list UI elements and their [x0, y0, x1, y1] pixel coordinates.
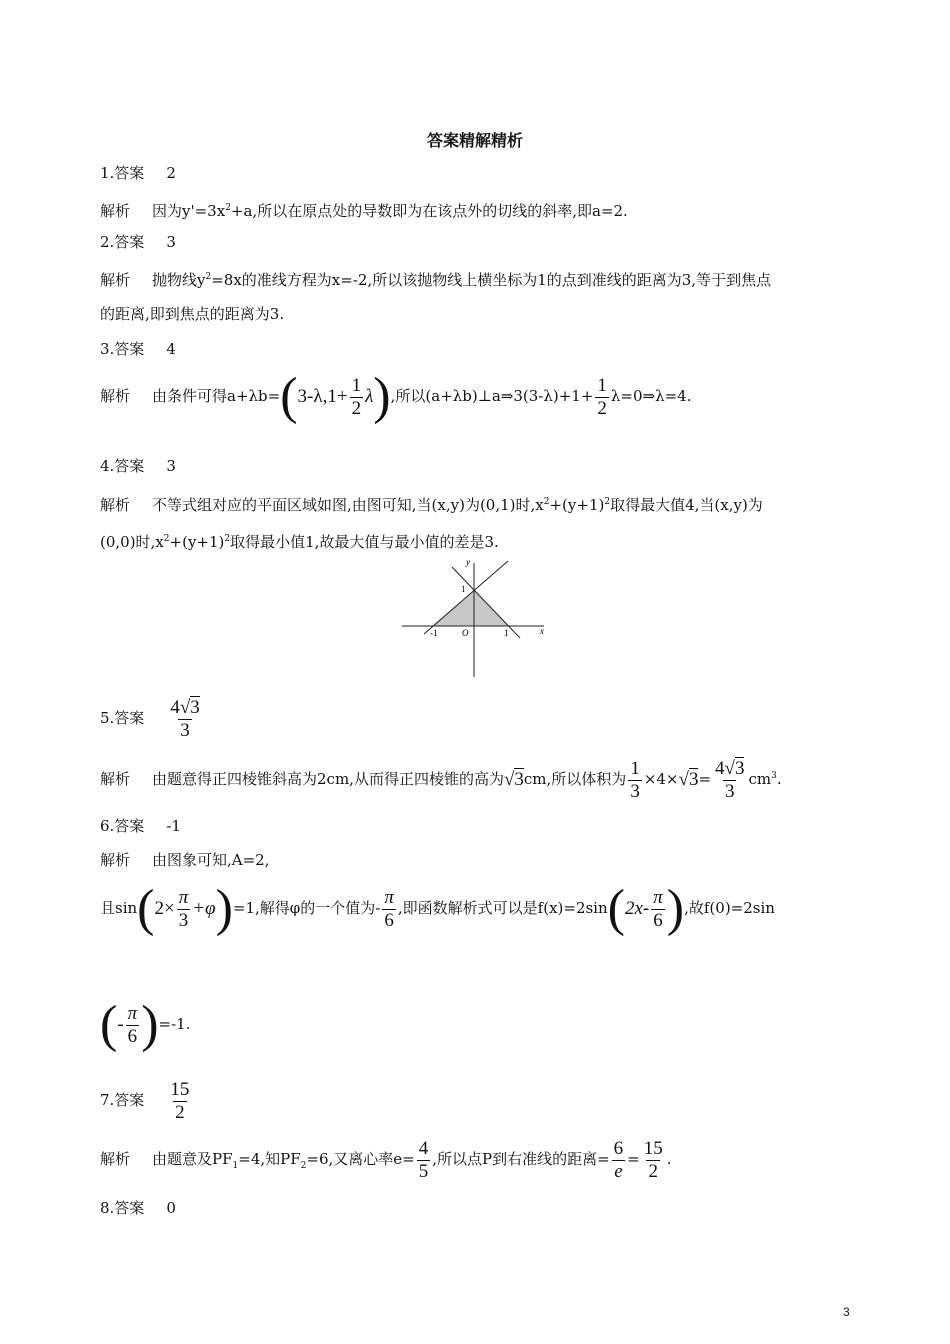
answer-line-7: 7.答案 $\frac{15}{2}$ — [100, 1078, 190, 1123]
fraction: $\frac{\pi}{6}$ — [384, 886, 394, 931]
left-paren: ( — [280, 368, 298, 425]
answer-line-5: 5.答案 $\frac{4√3}{3}$ — [100, 696, 200, 741]
fraction: $\frac{6}{e}$ — [613, 1137, 624, 1182]
fraction: $\frac{4}{5}$ — [418, 1137, 429, 1182]
page-number: 3 — [843, 1305, 850, 1319]
label-origin: O — [462, 628, 469, 638]
label-neg-one: -1 — [430, 628, 438, 638]
answer-line-1: 1.答案 2 — [100, 164, 176, 182]
fraction: $\frac{1}{2}$ — [351, 374, 362, 419]
fraction: $\frac{4√3}{3}$ — [715, 757, 745, 802]
answer-line-6: 6.答案 -1 — [100, 817, 181, 835]
fraction: $\frac{\pi}{3}$ — [178, 886, 189, 931]
answer-line-2: 2.答案 3 — [100, 233, 176, 251]
shaded-region — [432, 590, 508, 626]
analysis-line-2b: 的距离,即到焦点的距离为3. — [100, 305, 285, 323]
answer-line-3: 3.答案 4 — [100, 340, 176, 358]
page-title: 答案精解精析 — [426, 131, 523, 150]
analysis-line-4b: (0,0)时$,x^2+(y+1)^2$取得最小值1,故最大值与最小值的差是3. — [100, 533, 499, 551]
analysis-line-6c: (- $\frac{\pi}{6}$ )=-1. — [100, 996, 191, 1053]
label-one-x: 1 — [504, 628, 509, 638]
analysis-line-6: 解析 由图象可知,A=2, — [100, 851, 270, 869]
analysis-line-7: 解析 由题意及$PF_1=4$,知$PF_2=6$,又离心率e= $\frac{4}{5}$ ,所以点P到右准线的距离= $\frac{6}{e}$ = $\frac{15}{2}$ . — [100, 1137, 672, 1182]
region-graph — [398, 555, 554, 681]
analysis-line-6b: 且sin(2× $\frac{\pi}{3}$ +φ)=1,解得φ的一个值为- $\frac{\pi}{6}$ ,即函数解析式可以是f(x)=2sin(2x- $\frac{\pi}{6}$ ),故f(0)=2sin — [100, 880, 775, 937]
fraction: $\frac{1}{2}$ — [597, 374, 607, 419]
answer-line-4: 4.答案 3 — [100, 457, 176, 475]
fraction: $\frac{1}{3}$ — [630, 757, 640, 802]
y-axis-label: y — [466, 557, 470, 567]
label-one-y: 1 — [461, 584, 466, 594]
analysis-line-3: 解析 由条件可得a+λb=(3-λ,1+ $\frac{1}{2}$ λ),所以(a+λb)⊥a⇒3(3-λ)+1+ $\frac{1}{2}$ λ=0⇒λ=4. — [100, 368, 692, 425]
fraction: $\frac{15}{2}$ — [643, 1137, 663, 1182]
fraction: $\frac{\pi}{6}$ — [127, 1002, 138, 1047]
analysis-line-2: 解析 抛物线$y^2=8x$的准线方程为x=-2,所以该抛物线上横坐标为1的点到准线的距离为3,等于到焦点 — [100, 271, 772, 289]
analysis-line-1: 解析 因为$y'=3x^2+a$,所以在原点处的导数即为在该点外的切线的斜率,即a=2. — [100, 202, 628, 220]
fraction: $\frac{15}{2}$ — [170, 1078, 190, 1123]
right-paren: ) — [373, 368, 391, 425]
fraction: $\frac{4√3}{3}$ — [170, 696, 200, 741]
fraction: $\frac{\pi}{6}$ — [653, 886, 663, 931]
analysis-line-5: 解析 由题意得正四棱锥斜高为2cm,从而得正四棱锥的高为√3cm,所以体积为 $\frac{1}{3}$ ×4×√3= $\frac{4√3}{3}$ $cm^3$. — [100, 757, 782, 802]
answer-line-8: 8.答案 0 — [100, 1199, 176, 1217]
analysis-line-4: 解析 不等式组对应的平面区域如图,由图可知,当(x,y)为(0,1)时$,x^2+(y+1)^2$取得最大值4,当(x,y)为 — [100, 496, 763, 514]
x-axis-label: x — [540, 626, 544, 636]
